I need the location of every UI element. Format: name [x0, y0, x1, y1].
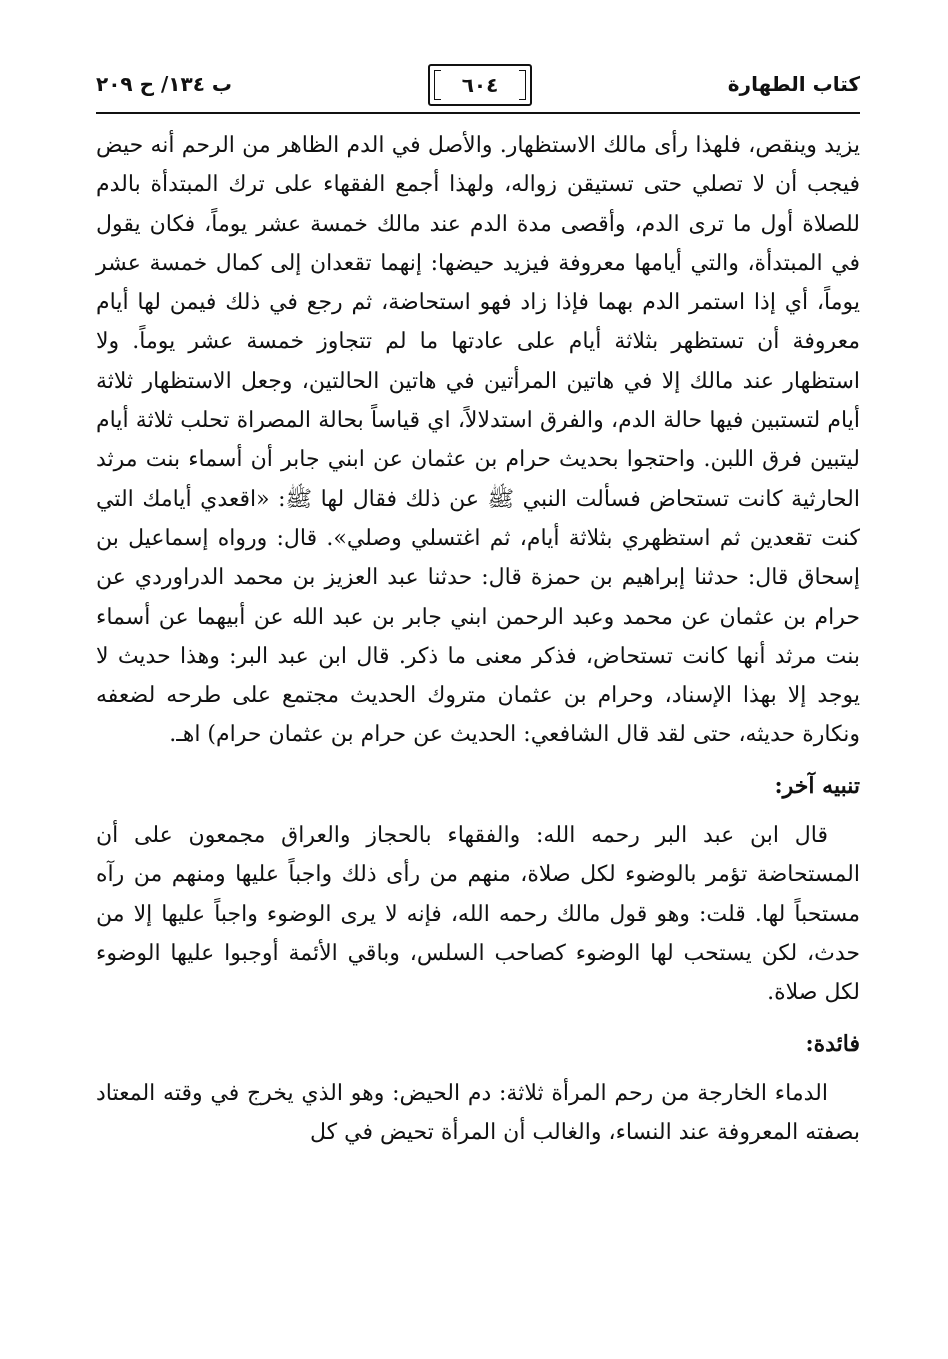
chapter-title: كتاب الطهارة [727, 72, 860, 96]
paragraph-1: يزيد وينقص، فلهذا رأى مالك الاستظهار. والأصل في الدم الظاهر من الرحم أنه حيض فيجب أن لا تصلي حتى تستيقن زواله، ولهذا أجمع الفقهاء على ترك المبتدأة بالدم للصلاة أول ما ترى الدم، وأقصى مدة الدم عند مالك خمسة عشر يوماً، فكان يقول في المبتدأة، والتي أيامها معروفة فيزيد حيضها: إنهما تقعدان إلى كمال خمسة عشر يوماً، أي إذا استمر الدم بهما فإذا زاد فهو استحاضة، ثم رجع في ذلك فيمن لها أيام معروفة أن تستظهر بثلاثة أيام على عادتها ما لم تتجاوز خمسة عشر يوماً. ولا استظهار عند مالك إلا في هاتين المرأتين في هاتين الحالتين، وجعل الاستظهار ثلاثة أيام لتستبين فيها حالة الدم، والفرق استدلالاً، اي قياساً بحالة المصراة تحلب ثلاثة أيام ليتبين فرق اللبن. واحتجوا بحديث حرام بن عثمان عن ابني جابر أن أسماء بنت مرثد الحارثية كانت تستحاض فسألت النبي ﷺ عن ذلك فقال لها ﷺ: «اقعدي أيامك التي كنت تقعدين ثم استظهري بثلاثة أيام، ثم اغتسلي وصلي». قال: ورواه إسماعيل بن إسحاق قال: حدثنا إبراهيم بن حمزة قال: حدثنا عبد العزيز بن محمد الدراوردي عن حرام بن عثمان عن محمد وعبد الرحمن ابني جابر بن عبد الله عن أبيهما عن أسماء بنت مرثد أنها كانت تستحاض، فذكر معنى ما ذكر. قال ابن عبد البر: وهذا حديث لا يوجد إلا بهذا الإسناد، وحرام بن عثمان متروك الحديث مجتمع على طرحه لضعفه ونكارة حديثه، حتى لقد قال الشافعي: الحديث عن حرام بن عثمان حرام) اهـ. [96, 133, 860, 748]
section-heading-note: تنبيه آخر: [774, 772, 860, 799]
page-header [96, 64, 860, 108]
header-divider [96, 112, 860, 114]
paragraph-2: قال ابن عبد البر رحمه الله: والفقهاء بالحجاز والعراق مجمعون على أن المستحاضة تؤمر بالوضوء لكل صلاة، منهم من رأى ذلك واجباً عليها ومنهم من رآه مستحباً لها. قلت: وهو قول مالك رحمه الله، فإنه لا يرى الوضوء واجباً عليها إلا من حدث، لكن يستحب لها الوضوء كصاحب السلس، وباقي الأئمة أوجبوا عليها الوضوء لكل صلاة. [96, 823, 860, 1006]
page-number: ٦٠٤ [461, 73, 499, 97]
page-body [96, 126, 860, 1152]
volume-reference: ب ١٣٤/ ح ٢٠٩ [96, 72, 232, 96]
page-number-frame [428, 64, 532, 106]
section-heading-benefit: فائدة: [805, 1030, 860, 1057]
paragraph-3: الدماء الخارجة من رحم المرأة ثلاثة: دم الحيض: وهو الذي يخرج في وقته المعتاد بصفته المعروفة عند النساء، والغالب أن المرأة تحيض في كل [96, 1080, 860, 1146]
